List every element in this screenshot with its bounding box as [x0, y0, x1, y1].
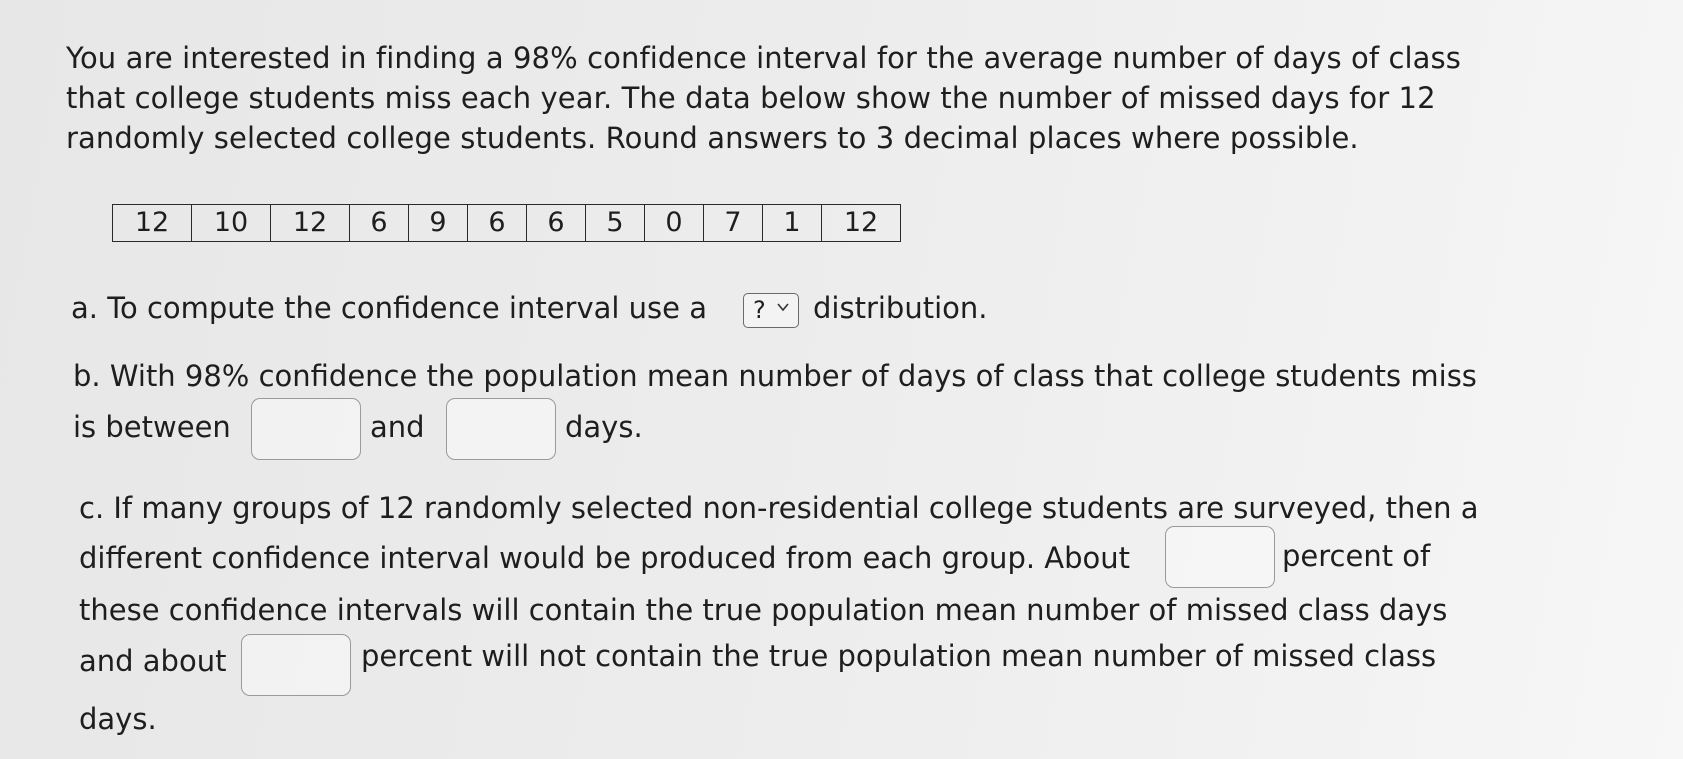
- part-c-line-3: these confidence intervals will contain the true population mean number of missed class days: [79, 593, 1448, 627]
- chevron-down-icon: [776, 300, 790, 314]
- intro-line-2: that college students miss each year. The data below show the number of missed days for 12: [66, 81, 1436, 115]
- question-intro: [66, 38, 1506, 158]
- data-row: [113, 205, 901, 242]
- intro-line-1: You are interested in finding a 98% confidence interval for the average number of days of class: [66, 41, 1461, 75]
- percent-not-contain-input[interactable]: [241, 634, 351, 696]
- part-b-days: days.: [565, 410, 643, 444]
- part-c-line-2-before: different confidence interval would be produced from each group. About: [79, 541, 1131, 575]
- data-cell: 6: [468, 205, 527, 242]
- upper-bound-input[interactable]: [446, 398, 556, 460]
- part-a-text-after: distribution.: [813, 291, 988, 325]
- data-cell: 6: [527, 205, 586, 242]
- data-cell: 12: [271, 205, 350, 242]
- data-cell: 10: [192, 205, 271, 242]
- dropdown-value: ?: [753, 296, 766, 324]
- part-c-line-4-after: percent will not contain the true population mean number of missed class: [361, 639, 1437, 673]
- data-cell: 0: [645, 205, 704, 242]
- data-cell: 12: [113, 205, 192, 242]
- distribution-dropdown[interactable]: [743, 293, 799, 328]
- part-c-line-5: days.: [79, 702, 157, 736]
- part-c-line-2-after: percent of: [1282, 539, 1431, 573]
- data-cell: 7: [704, 205, 763, 242]
- percent-contain-input[interactable]: [1165, 526, 1275, 588]
- lower-bound-input[interactable]: [251, 398, 361, 460]
- data-cell: 1: [763, 205, 822, 242]
- data-cell: 9: [409, 205, 468, 242]
- data-cell: 5: [586, 205, 645, 242]
- data-table: [112, 204, 901, 242]
- intro-line-3: randomly selected college students. Round answers to 3 decimal places where possible.: [66, 121, 1359, 155]
- part-b-line-1: b. With 98% confidence the population mean number of days of class that college students miss: [73, 359, 1477, 393]
- part-b-is-between: is between: [73, 410, 231, 444]
- part-c-line-1: c. If many groups of 12 randomly selected non-residential college students are surveyed, then a: [79, 491, 1479, 525]
- data-cell: 6: [350, 205, 409, 242]
- data-cell: 12: [822, 205, 901, 242]
- part-c-line-4-before: and about: [79, 644, 227, 678]
- part-a-text-before: a. To compute the confidence interval use a: [71, 291, 707, 325]
- part-b-and: and: [370, 410, 425, 444]
